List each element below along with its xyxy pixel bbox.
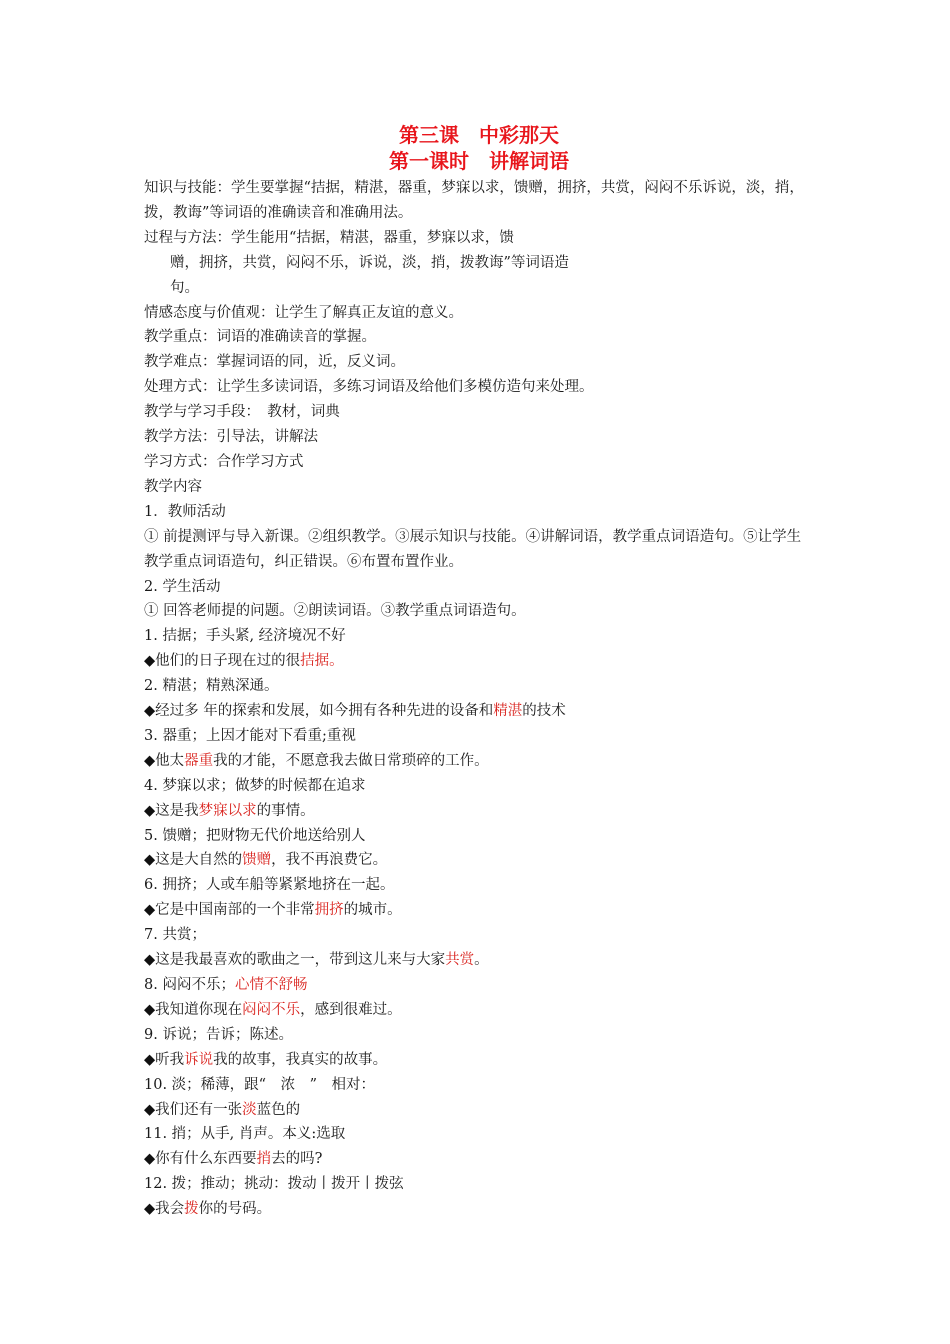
vocab-definition [144,774,814,799]
example-keyword: 闷闷不乐 [242,1001,301,1018]
diamond-bullet-icon: ◆ [144,703,156,720]
diamond-bullet-icon: ◆ [144,1151,156,1168]
student-activity-text: ① 回答老师提的问题。②朗读词语。③教学重点词语造句。 [144,603,526,620]
example-post: ，我不再浪费它。 [271,852,388,869]
vocab-example [144,898,814,923]
vocab-definition-text: 6. 拥挤；人或车船等紧紧地挤在一起。 [144,877,395,894]
vocab-item [144,1073,814,1123]
example-pre: 这是我最喜欢的歌曲之一，带到这儿来与大家 [155,952,446,969]
example-pre: 这是大自然的 [155,852,243,869]
example-pre: 经过多 年的探索和发展，如今拥有各种先进的设备和 [155,703,494,720]
vocab-item [144,824,814,874]
vocab-example [144,649,814,674]
example-keyword: 器重 [184,752,214,769]
vocab-definition [144,873,814,898]
example-keyword: 拨 [184,1201,199,1218]
key-point: 教学重点：词语的准确读音的掌握。 [144,329,376,346]
vocab-definition-text: 1. 拮据；手头紧, 经济境况不好 [144,628,346,645]
vocab-definition [144,973,814,998]
example-post: 去的吗? [271,1151,323,1168]
vocab-definition [144,724,814,749]
student-activity-heading: 2. 学生活动 [144,578,221,595]
vocab-item [144,973,814,1023]
example-pre: 这是我 [155,802,199,819]
objective-process-line-1: 过程与方法：学生能用“拮据，精湛，器重，梦寐以求，馈 [144,229,514,246]
example-post: 蓝色的 [256,1101,301,1118]
example-keyword: 拮据。 [300,653,344,670]
vocab-example [144,699,814,724]
diamond-bullet-icon: ◆ [144,852,156,869]
vocab-definition [144,923,814,948]
objective-knowledge: 知识与技能：学生要掌握“拮据，精湛，器重，梦寐以求，馈赠，拥挤，共赏，闷闷不乐诉说，淡，捎，拨，教诲”等词语的准确读音和准确用法。 [144,180,804,221]
vocab-definition [144,1023,814,1048]
example-keyword: 馈赠 [242,852,272,869]
example-pre: 我们还有一张 [155,1101,243,1118]
vocab-definition-text: 5. 馈赠；把财物无代价地送给别人 [144,827,366,844]
objective-emotion: 情感态度与价值观：让学生了解真正友谊的意义。 [144,304,463,321]
objective-process-line-2: 赠，拥挤，共赏，闷闷不乐，诉说，淡，捎，拨教诲”等词语造 [170,254,569,271]
example-pre: 他太 [155,752,185,769]
handling-method: 处理方式：让学生多读词语，多练习词语及给他们多模仿造句来处理。 [144,379,594,396]
difficulty: 教学难点：掌握词语的同，近，反义词。 [144,354,405,371]
teaching-means: 教学与学习手段： 教材，词典 [144,404,340,421]
example-pre: 他们的日子现在过的很 [155,653,301,670]
example-post: 的城市。 [343,902,402,919]
diamond-bullet-icon: ◆ [144,653,156,670]
vocab-example [144,799,814,824]
vocab-definition-text: 12. 拨；推动；挑动：拨动丨拨开丨拨弦 [144,1176,404,1193]
vocab-example [144,948,814,973]
vocab-item [144,624,814,674]
example-post: 的事情。 [256,802,315,819]
diamond-bullet-icon: ◆ [144,1051,156,1068]
example-keyword: 共赏 [445,952,475,969]
session-title [144,148,814,174]
example-pre: 我会 [155,1201,185,1218]
vocab-example [144,1048,814,1073]
vocab-definition [144,624,814,649]
vocab-item [144,1172,814,1222]
example-keyword: 诉说 [184,1051,214,1068]
example-keyword: 精湛 [493,703,523,720]
vocab-item [144,1122,814,1172]
example-post: 我的才能，不愿意我去做日常琐碎的工作。 [213,752,489,769]
vocab-item [144,674,814,724]
vocab-example [144,1098,814,1123]
diamond-bullet-icon: ◆ [144,952,156,969]
lesson-title [144,122,814,148]
example-pre: 它是中国南部的一个非常 [155,902,315,919]
vocab-example [144,998,814,1023]
example-post: 。 [474,952,489,969]
vocab-definition-text: 3. 器重；上因才能对下看重;重视 [144,727,356,744]
vocab-definition [144,1122,814,1147]
vocab-definition [144,824,814,849]
vocab-list [144,624,814,1222]
diamond-bullet-icon: ◆ [144,902,156,919]
vocab-definition-text: 4. 梦寐以求；做梦的时候都在追求 [144,777,366,794]
vocab-example [144,1197,814,1222]
session-title-text: 第一课时 讲解词语 [389,149,569,173]
teacher-activity-heading: 1．教师活动 [144,503,226,520]
example-pre: 我知道你现在 [155,1001,243,1018]
vocab-definition-text: 10. 淡；稀薄，跟“ 浓 ” 相对： [144,1076,375,1093]
teaching-method: 教学方法：引导法，讲解法 [144,429,318,446]
objective-process-line-3: 句。 [170,279,199,296]
diamond-bullet-icon: ◆ [144,802,156,819]
document-page [144,122,814,1222]
example-post: 你的号码。 [198,1201,272,1218]
vocab-item [144,774,814,824]
vocab-definition [144,674,814,699]
example-post: 我的故事，我真实的故事。 [213,1051,388,1068]
vocab-definition-text: 9. 诉说；告诉；陈述。 [144,1026,293,1043]
vocab-item [144,1023,814,1073]
diamond-bullet-icon: ◆ [144,1001,156,1018]
example-pre: 你有什么东西要 [155,1151,257,1168]
example-post: 的技术 [522,703,566,720]
vocab-definition [144,1172,814,1197]
vocab-definition-text: 8. 闷闷不乐； [144,977,235,993]
vocab-example [144,749,814,774]
example-post: ，感到很难过。 [300,1001,402,1018]
vocab-example [144,1147,814,1172]
example-keyword: 梦寐以求 [198,802,257,819]
vocab-definition-text: 7. 共赏； [144,927,206,944]
example-keyword: 淡 [242,1101,257,1118]
vocab-item [144,923,814,973]
diamond-bullet-icon: ◆ [144,1201,156,1218]
vocab-example [144,848,814,873]
example-keyword: 捎 [256,1151,272,1168]
example-keyword: 拥挤 [314,902,344,919]
vocab-item [144,724,814,774]
vocab-definition [144,1073,814,1098]
vocab-item [144,873,814,923]
teacher-activity-text: ① 前提测评与导入新课。②组织教学。③展示知识与技能。④讲解词语，教学重点词语造句。⑤让学生教学重点词语造句，纠正错误。⑥布置布置作业。 [144,528,802,570]
vocab-definition-text: 2. 精湛；精熟深通。 [144,678,279,695]
vocab-definition-text: 11. 捎；从手, 肖声。本义:选取 [144,1126,346,1143]
diamond-bullet-icon: ◆ [144,1101,156,1118]
lesson-title-text: 第三课 中彩那天 [399,123,559,147]
content-heading: 教学内容 [144,478,202,495]
learning-style: 学习方式：合作学习方式 [144,453,304,470]
vocab-definition-red: 心情不舒畅 [234,977,308,993]
document-body [144,176,814,1222]
example-pre: 听我 [155,1051,185,1068]
diamond-bullet-icon: ◆ [144,752,156,769]
